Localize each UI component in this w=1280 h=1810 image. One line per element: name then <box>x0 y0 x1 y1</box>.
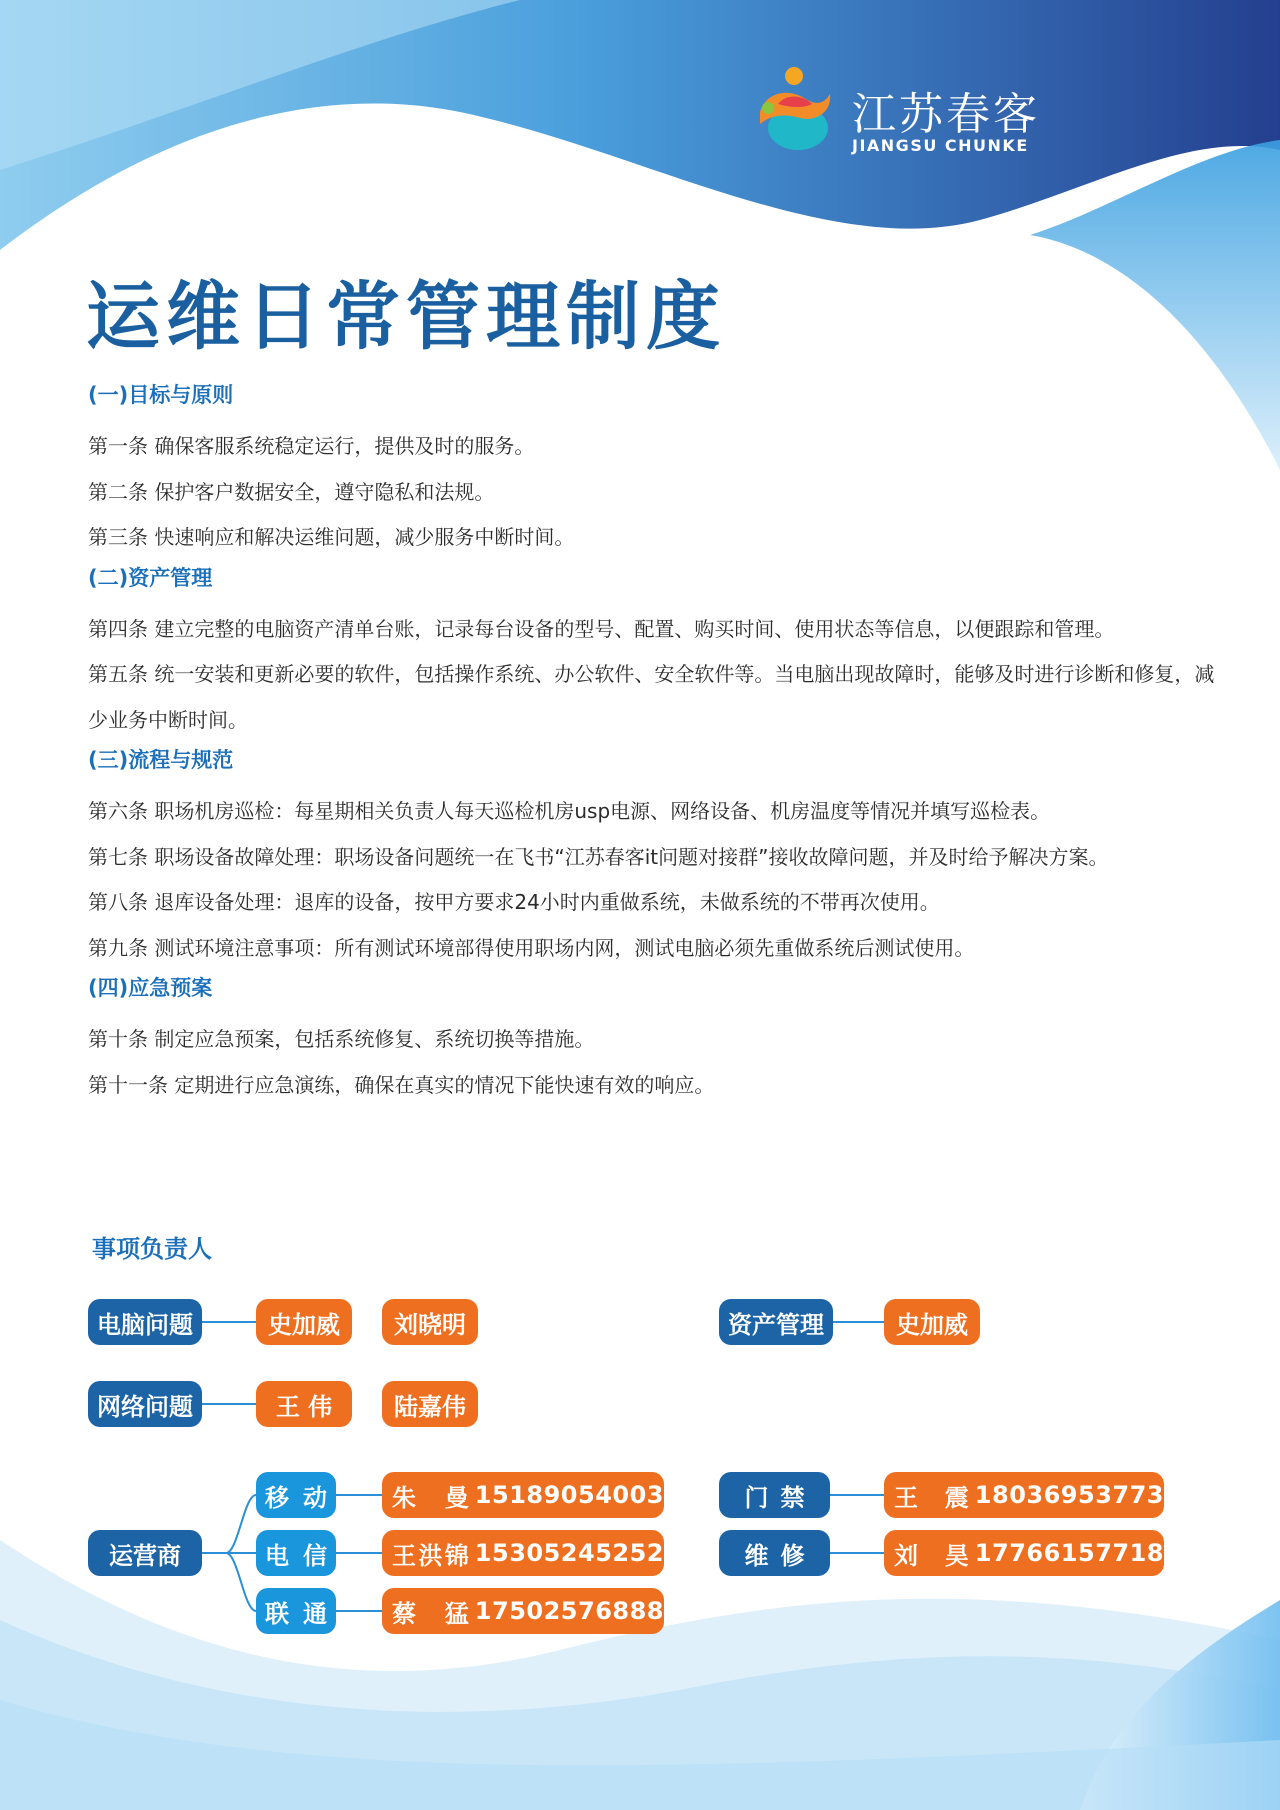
category-label: 维修 <box>744 1541 817 1570</box>
contact-tag <box>884 1472 1164 1518</box>
article: 第十条 制定应急预案，包括系统修复、系统切换等措施。 <box>88 1027 595 1051</box>
article: 第七条 职场设备故障处理：职场设备问题统一在飞书“江苏春客it问题对接群”接收故障问题，并及时给予解决方案。 <box>88 844 1109 869</box>
article: 第三条 快速响应和解决运维问题，减少服务中断时间。 <box>88 525 575 549</box>
category-computer <box>88 1299 202 1345</box>
person-tag <box>884 1299 980 1345</box>
category-label: 运营商 <box>109 1541 181 1570</box>
contact-phone: 17766157718 <box>974 1539 1164 1567</box>
person-tag <box>256 1381 352 1427</box>
carrier-telecom <box>256 1530 341 1576</box>
category-repair <box>719 1530 830 1576</box>
contact-name: 王 震 <box>894 1483 969 1512</box>
contact-name: 朱 曼 <box>392 1483 469 1512</box>
contact-phone: 18036953773 <box>974 1481 1164 1509</box>
person-name: 陆嘉伟 <box>394 1392 466 1421</box>
contact-tag <box>382 1472 664 1518</box>
person-name: 史加威 <box>896 1310 968 1339</box>
contact-tag <box>884 1530 1164 1576</box>
category-access-control <box>719 1472 830 1518</box>
contact-phone: 15305245252 <box>474 1539 664 1567</box>
category-label: 门禁 <box>744 1483 817 1512</box>
brand-name-cn: 江苏春客 <box>852 89 1040 140</box>
person-tag <box>382 1299 478 1345</box>
category-assets <box>719 1299 833 1345</box>
article: 第九条 测试环境注意事项：所有测试环境部得使用职场内网，测试电脑必须先重做系统后测试使用。 <box>88 935 975 960</box>
responsibility-title: 事项负责人 <box>92 1235 212 1263</box>
carrier-mobile <box>256 1472 341 1518</box>
contact-tag <box>382 1588 664 1634</box>
carrier-unicom <box>256 1588 341 1634</box>
person-tag <box>256 1299 352 1345</box>
article: 第一条 确保客服系统稳定运行，提供及时的服务。 <box>88 434 535 458</box>
contact-name: 王洪锦 <box>392 1541 469 1570</box>
category-label: 网络问题 <box>97 1392 193 1421</box>
section-heading: (三)流程与规范 <box>88 748 234 772</box>
article: 第四条 建立完整的电脑资产清单台账，记录每台设备的型号、配置、购买时间、使用状态等信息，以便跟踪和管理。 <box>88 616 1115 641</box>
article: 第八条 退库设备处理：退库的设备，按甲方要求24小时内重做系统，未做系统的不带再次使用。 <box>88 890 940 914</box>
article: 第六条 职场机房巡检：每星期相关负责人每天巡检机房usp电源、网络设备、机房温度等情况并填写巡检表。 <box>88 799 1051 823</box>
person-name: 史加威 <box>268 1310 340 1339</box>
contact-phone: 17502576888 <box>474 1597 664 1625</box>
brand-name-en: JIANGSU CHUNKE <box>852 136 1029 155</box>
carrier-label: 联通 <box>265 1599 341 1628</box>
contact-phone: 15189054003 <box>474 1481 664 1509</box>
carrier-label: 移动 <box>265 1483 341 1512</box>
person-tag <box>382 1381 478 1427</box>
article: 第二条 保护客户数据安全，遵守隐私和法规。 <box>88 479 495 504</box>
section-heading: (一)目标与原则 <box>88 383 234 407</box>
carrier-label: 电信 <box>265 1541 341 1570</box>
section-heading: (二)资产管理 <box>88 565 213 590</box>
contact-name: 刘 昊 <box>894 1541 969 1570</box>
person-name: 刘晓明 <box>394 1310 466 1339</box>
category-carrier <box>88 1530 202 1576</box>
category-label: 电脑问题 <box>97 1310 193 1339</box>
page-title: 运维日常管理制度 <box>86 274 726 360</box>
category-network <box>88 1381 202 1427</box>
category-label: 资产管理 <box>728 1310 824 1339</box>
article: 第五条 统一安装和更新必要的软件，包括操作系统、办公软件、安全软件等。当电脑出现故障时，能够及时进行诊断和修复，减少业务中断时间。 <box>88 662 1215 732</box>
contact-name: 蔡 猛 <box>392 1599 469 1628</box>
article: 第十一条 定期进行应急演练，确保在真实的情况下能快速有效的响应。 <box>88 1072 715 1097</box>
person-name: 王 伟 <box>275 1392 333 1421</box>
section-heading: (四)应急预案 <box>88 976 213 1000</box>
contact-tag <box>382 1530 664 1576</box>
